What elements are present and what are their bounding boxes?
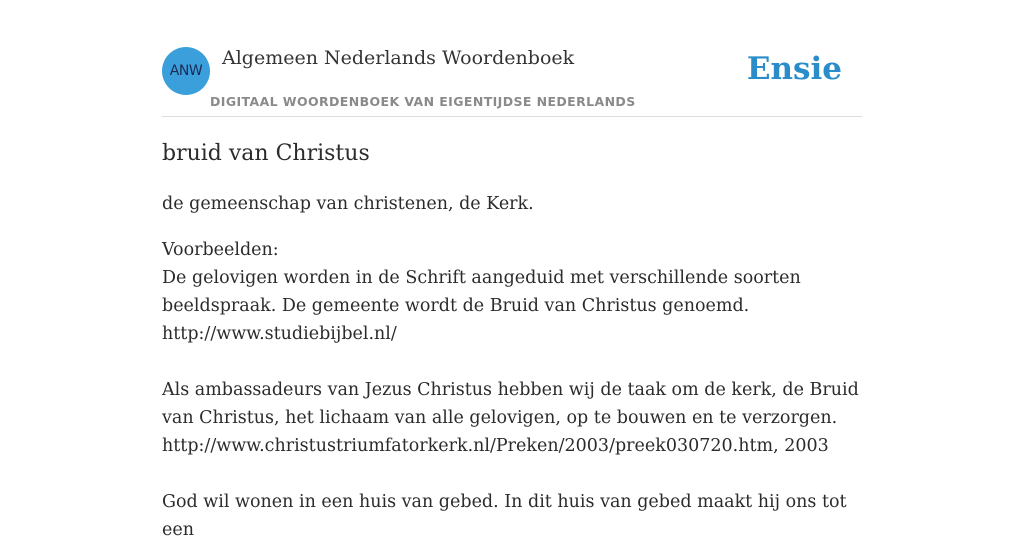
example-item [162, 264, 867, 348]
ensie-brand-logo[interactable]: Ensie [746, 51, 842, 87]
anw-logo-text: ANW [169, 63, 203, 79]
example-source: http://www.studiebijbel.nl/ [162, 324, 397, 344]
example-text: De gelovigen worden in de Schrift aangeduid met verschillende soorten beeldspraak. De gemeente wordt de Bruid van Christus genoemd. [162, 268, 801, 316]
site-title[interactable]: Algemeen Nederlands Woordenboek [222, 47, 575, 69]
example-text: Als ambassadeurs van Jezus Christus hebben wij de taak om de kerk, de Bruid van Christus, het lichaam van alle gelovigen, op te bouwen en te verzorgen. [162, 380, 859, 428]
entry-headword: bruid van Christus [162, 141, 370, 166]
example-text: God wil wonen in een huis van gebed. In dit huis van gebed maakt hij ons tot een [162, 492, 847, 540]
site-header [162, 47, 862, 117]
entry-definition: de gemeenschap van christenen, de Kerk. [162, 194, 534, 214]
example-item [162, 488, 867, 544]
example-item [162, 376, 867, 460]
example-source: http://www.christustriumfatorkerk.nl/Preken/2003/preek030720.htm, 2003 [162, 436, 829, 456]
entry-content [162, 138, 867, 544]
site-subtitle: DIGITAAL WOORDENBOEK VAN EIGENTIJDSE NEDERLANDS [210, 94, 636, 109]
anw-logo[interactable] [162, 47, 210, 95]
examples-section [162, 236, 867, 544]
examples-label: Voorbeelden: [162, 240, 279, 260]
